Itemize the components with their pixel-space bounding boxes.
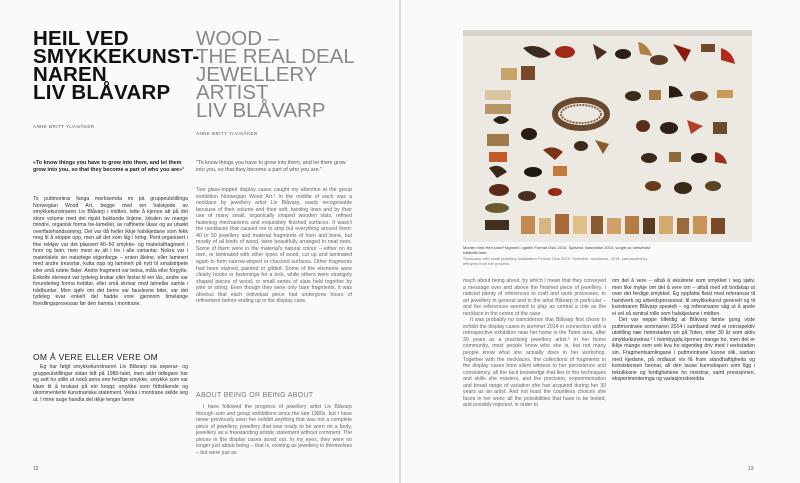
paragraph: om det å vere – altså å eksistere som smykket i seg sjølv, men like mykje om det å vere om – altså med eit bodskap ut over det ferdige smykket. Eg oppfatta fleist med referansar til handverk og arbeidsprosessar, til smykkekunst generelt og til kunstnaren Blåvarp spesielt – og referansane såg ut å spele ei vel så sentral rolle som halskjedane i midten. (612, 278, 755, 317)
article-title-norwegian: HEIL VED SMYKKEKUNST- NAREN LIV BLÅVARP (33, 27, 200, 104)
body-column-english-continued (196, 404, 352, 472)
article-title-english: WOOD – THE REAL DEAL JEWELLERY ARTIST LIV BLÅVARP (196, 27, 355, 122)
paragraph: It was probably no coincidence that Blåvarp first chose to exhibit the display cases in summer 2014 in connection with a retrospective exhibition near her home in the Toten area, after 30 years as a practising jewellery artist.² In her home community, most people know who she is, but not many people know what she actually does in her workshop. Together with the necklaces, the collections of fragments in the display cases bore silent witness to her persistence and consistency, all the tacit knowledge that lies in the techniques and skills she masters, and the precision, experimentation and broad range of variation she has acquired during her 30 years as an artist. And not least the countless choices she faces in her work: all the possibilities that have to be tested, and possibly rejected, in order to (463, 317, 606, 409)
paragraph: I have followed the progress of jewellery artist Liv Blåvarp through solo and group exhibitions since the late 1980s, but I have never previously seen her exhibit anything that was not a complete piece of jewellery, jewellery that was ready to be worn on a body, jewellery as a freestanding artistic statement without comment. The pieces in the display cases stood out. In my eyes, they were no longer just about being – that is, existing as jewellery in themselves – but were just as (196, 404, 352, 456)
display-case-photo (463, 30, 752, 242)
paragraph: Det var neppe tilfeldig at Blåvarp første gong viste puttmontrane sommaren 2014 i samband med ei retrospektiv utstilling nær heimstaden sin på Toten, etter 30 år som aktiv smykkekunstnar.² I heimbygda kjenner mange ho, men det er ikkje mange som veit kva ho eigentleg driv med i verkstaden sin. Fragmentsamlingane i puttmontrane kunne slik, saman med kjedane, på ordlaust vis få fram standhaftigheita og konsistensen hennar, all den tause kunnskapen som ligg i teknikkane og ferdigheitene ho meistrar, samt presisjonen, eksperimenteringa og variasjonsbreidda (612, 317, 755, 383)
byline-norwegian: ANNE BRITT YLVISÅKER (33, 124, 95, 129)
paragraph: Eg har følgt smykkekunstnaren Liv Blåvarp sia seperar- og gruppeutstillingar sidan tidt på 1980-talet, men aldri tidlegare har eg sett ho stille ut nokå anna enn ferdige smykke, smykke som var klare til å brukast på ein kropp; smykke som frittstående og ukommenterte kunstnariske statement. Verka i montrane skilde seg ut. I mine auge handla det ikkje lenger berre (33, 364, 188, 403)
epigraph-norwegian: «To know things you have to grow into them, and let them grow into you, so that they become a part of who you are»¹ (33, 160, 184, 173)
photo-caption-english: Showcase with small jewellery installation Format Oslo 2015. Selective, necklaces, 2015, surrounded by leftovers from the process. (463, 256, 648, 266)
body-column-norwegian-right (612, 278, 755, 458)
epigraph-english: "To know things you have to grow into them, and let them grow into you, so that they become a part of who you are." (196, 160, 346, 173)
jewellery-fragments-image (463, 30, 752, 242)
subheading-norwegian: OM Å VERE ELLER VERE OM (33, 352, 158, 362)
body-column-english (196, 187, 352, 353)
body-column-norwegian (33, 196, 188, 348)
page-number-right: 13 (748, 466, 754, 472)
body-column-english-right (463, 278, 606, 468)
page-number-left: 12 (33, 466, 39, 472)
left-page (0, 0, 399, 483)
paragraph: To puttmontrar fanga merksemda mi på gruppeutstillinga Norwegian Wood Art, begge med ein halskjede av smykkekunstnaren Liv Blåvarp i midten, lette å kjenne att på det store volume med dei mjukt buktande linjene, lokalen av mange mindre, organisk forma tre-lameller, av raffinerte låsar og av utsøkt overflatehandsaming. Det var då heller ikkje halskjedane som fekk meg til å stoppe opp, men alt det som låg i kring. Pent organisert i fine rekkjer var det plassert 40–50 smykke- og materialfragment i horn og bein, men mest av alt i tre i alle variantar. Nokre var i materialets sin naturlege eigenfarge – enten åleine, eller laminert med andre tresortar, kutta opp og laminert på nytt til smalstripete eller små rutete flater. Andre fragment var beisa, måla eller forgylte. Enkelte element var tydeleg krokar eller festar til ein lås, andre var forunderleg forma trebitar, eller små skrivar med lamellar samla i trådbuntar. Men sjølv om det berre var fauslevne biter, var det tydeleg kvar enkelt del hadde vore gjennom timelange foredlingsprosessar før den hamna i montrane. (33, 196, 188, 307)
body-column-norwegian-continued (33, 364, 188, 436)
photo-caption-norwegian: Monter med Hen sine/Fragment i galleri Format Oslo 2015. Sjølvest, halsnekke 2015, sorgitt av nettverkst trådsnitt-ham. (463, 245, 650, 255)
paragraph: much about being about, by which I mean that they conveyed a message over and above the finished piece of jewellery. I noticed plenty of references to craft and work processes, to art jewellery in general and to the artist Blåvarp in particular – and the references seemed to play as central a role as the necklace in the centre of the case. (463, 278, 606, 317)
subheading-english: ABOUT BEING OR BEING ABOUT (196, 392, 314, 399)
paragraph: Two glass-topped display cases caught my attention at the group exhibition Norwegian Wood Art.¹ In the middle of each was a necklace by jewellery artist Liv Blåvarp, easily recognisable because of their volume and their soft, twisting lines and by their use of many small, organically shaped wooden slats, refined fastening mechanisms and exquisitely finished surfaces. It wasn't the necklaces that caused me to stop but everything around them: 40 to 50 jewellery and material fragments of horn and bone, but mostly of all kinds of wood, were beautifully arranged in neat rows. Some of them were in the material's natural colour – either on its own, or laminated with other types of wood, cut up and laminated again to form narrow-striped or checked surfaces. Other fragments had been stained, painted or gilded. Some of the elements were clearly hooks or fastenings for a lock, while others were strangely shaped pieces of wood, or small series of slats held together by wire or string. Even though they were only bare fragments, it was obvious that each individual piece had undergone hours of refinement before ending up in the display case. (196, 187, 352, 305)
byline-english: ANNE BRITT YLVISÅKER (196, 131, 258, 136)
